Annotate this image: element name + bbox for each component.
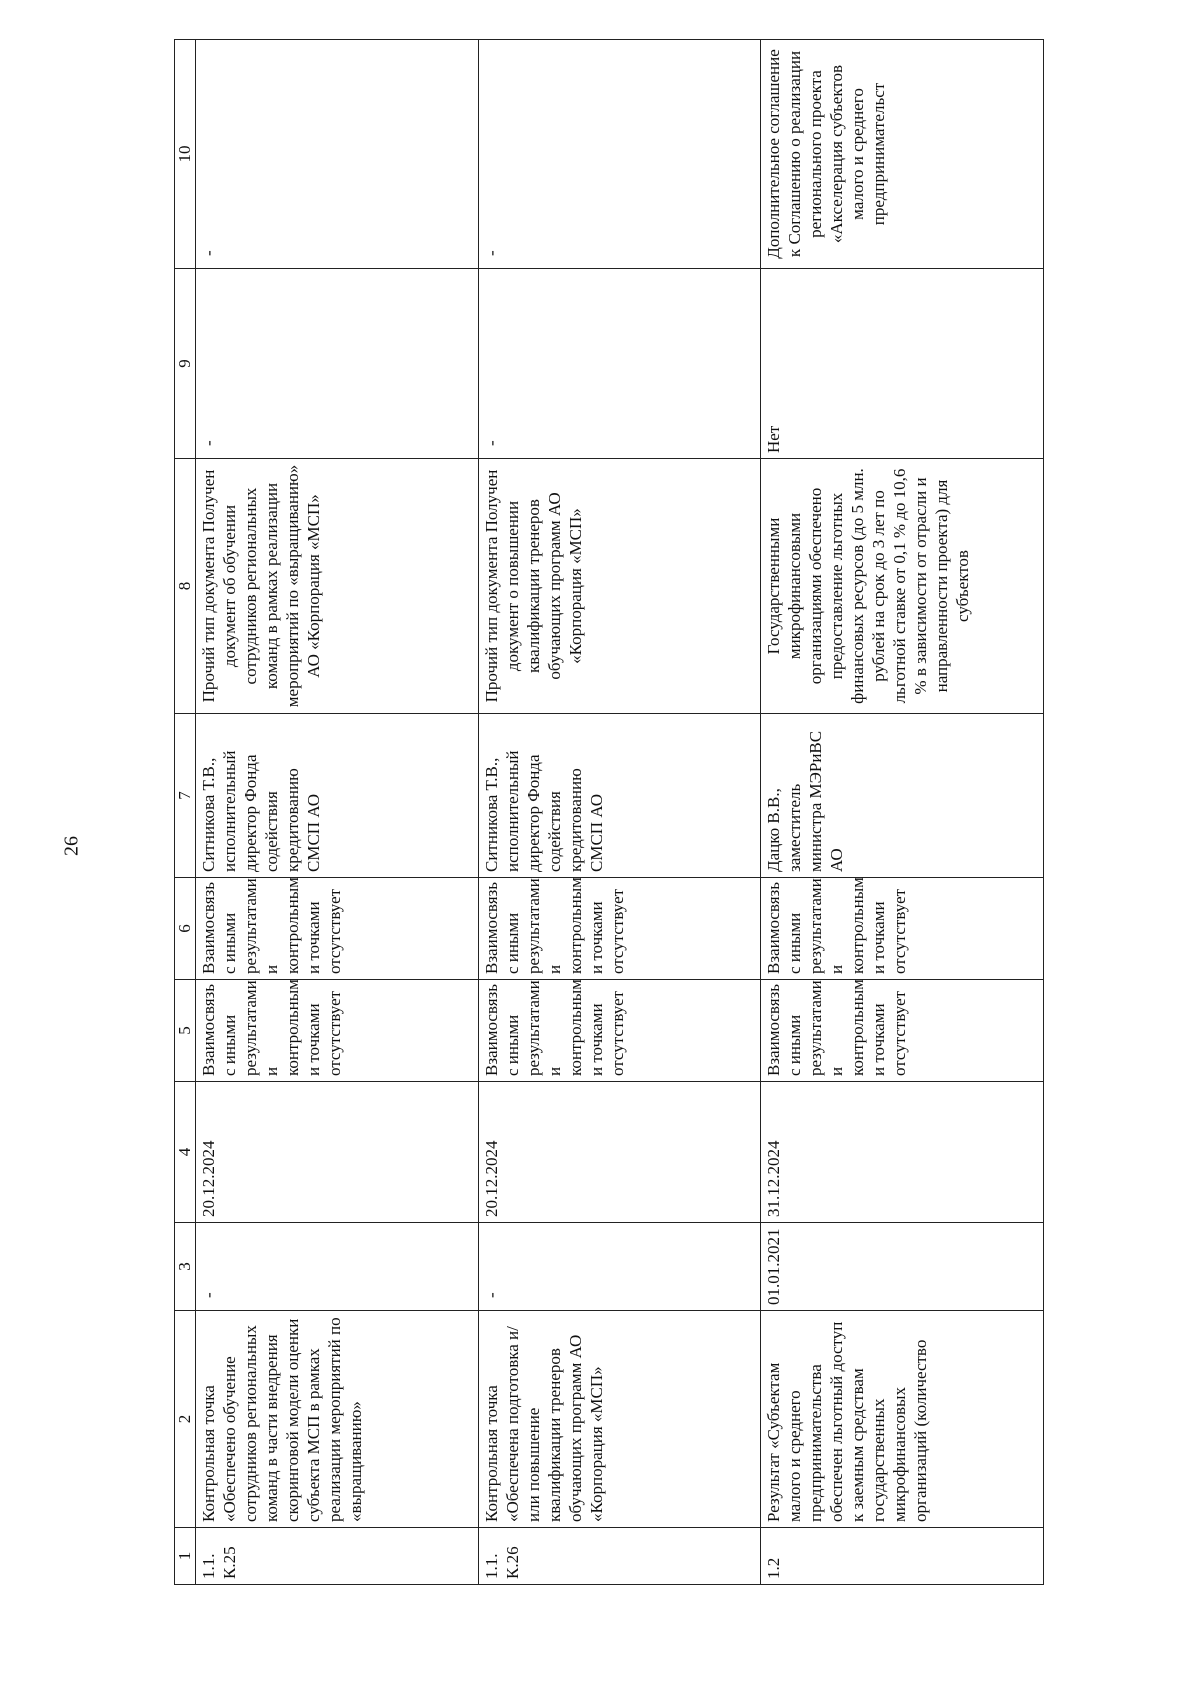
agreement: Дополнительное соглашение к Соглашению о реализации регионального проекта «Акселерация субъектов малого и среднего предпринимательст [761,40,1044,269]
result-name: Контрольная точка «Обеспечено обучение сотрудников региональных команд в части внедрения скоринговой модели оценки субъекта МСП в рамках реализации мероприятий по «выращиванию» [196,1311,479,1528]
info-system: - [196,269,479,459]
row-number: 1.1. К.25 [196,1528,479,1585]
predecessors: Взаимосвязь с иными результатами и контрольным и точками отсутствует [761,980,1044,1082]
col-header-1: 1 [175,1528,196,1585]
end-date: 20.12.2024 [196,1082,479,1223]
col-header-6: 6 [175,878,196,980]
responsible: Ситникова Т.В., исполнительный директор Фонда содействия кредитованию СМСП АО [196,714,479,878]
info-system: - [478,269,761,459]
row-number: 1.2 [761,1528,1044,1585]
page-number: 26 [60,836,83,856]
agreement: - [196,40,479,269]
rotated-table-container [174,40,1044,1585]
predecessors: Взаимосвязь с иными результатами и контрольным и точками отсутствует [196,980,479,1082]
start-date: - [196,1223,479,1311]
result-name: Контрольная точка «Обеспечена подготовка и/или повышение квалификации тренеров обучающих программ АО «Корпорация «МСП» [478,1311,761,1528]
end-date: 20.12.2024 [478,1082,761,1223]
table-row [478,40,761,1585]
document-type: Прочий тип документа Получен документ о повышении квалификации тренеров обучающих программ АО «Корпорация «МСП» [478,459,761,714]
col-header-8: 8 [175,459,196,714]
table-row [761,40,1044,1585]
row-number: 1.1. К.26 [478,1528,761,1585]
info-system: Нет [761,269,1044,459]
successors: Взаимосвязь с иными результатами и контрольным и точками отсутствует [196,878,479,980]
table-row [196,40,479,1585]
col-header-7: 7 [175,714,196,878]
successors: Взаимосвязь с иными результатами и контрольным и точками отсутствует [478,878,761,980]
predecessors: Взаимосвязь с иными результатами и контрольным и точками отсутствует [478,980,761,1082]
start-date: - [478,1223,761,1311]
result-name: Результат «Субъектам малого и среднего предпринимательства обеспечен льготный доступ к заемным средствам государственных микрофинансовых организаций (количество [761,1311,1044,1528]
successors: Взаимосвязь с иными результатами и контрольным и точками отсутствует [761,878,1044,980]
col-header-9: 9 [175,269,196,459]
document-type: Прочий тип документа Получен документ об обучении сотрудников региональных команд в рамках реализации мероприятий по «выращиванию» АО «Корпорация «МСП» [196,459,479,714]
responsible: Ситникова Т.В., исполнительный директор Фонда содействия кредитованию СМСП АО [478,714,761,878]
col-header-4: 4 [175,1082,196,1223]
col-header-2: 2 [175,1311,196,1528]
col-header-3: 3 [175,1223,196,1311]
agreement: - [478,40,761,269]
results-table [174,39,1044,1585]
col-header-5: 5 [175,980,196,1082]
start-date: 01.01.2021 [761,1223,1044,1311]
end-date: 31.12.2024 [761,1082,1044,1223]
col-header-10: 10 [175,40,196,269]
document-type: Государственными микрофинансовыми организациями обеспечено предоставление льготных финансовых ресурсов (до 5 млн. рублей на срок до 3 лет по льготной ставке от 0,1 % до 10,6 % в зависимости от отрасли и направленности проекта) для субъектов [761,459,1044,714]
responsible: Дацко В.В., заместитель министра МЭРиВС АО [761,714,1044,878]
header-row [175,40,196,1585]
